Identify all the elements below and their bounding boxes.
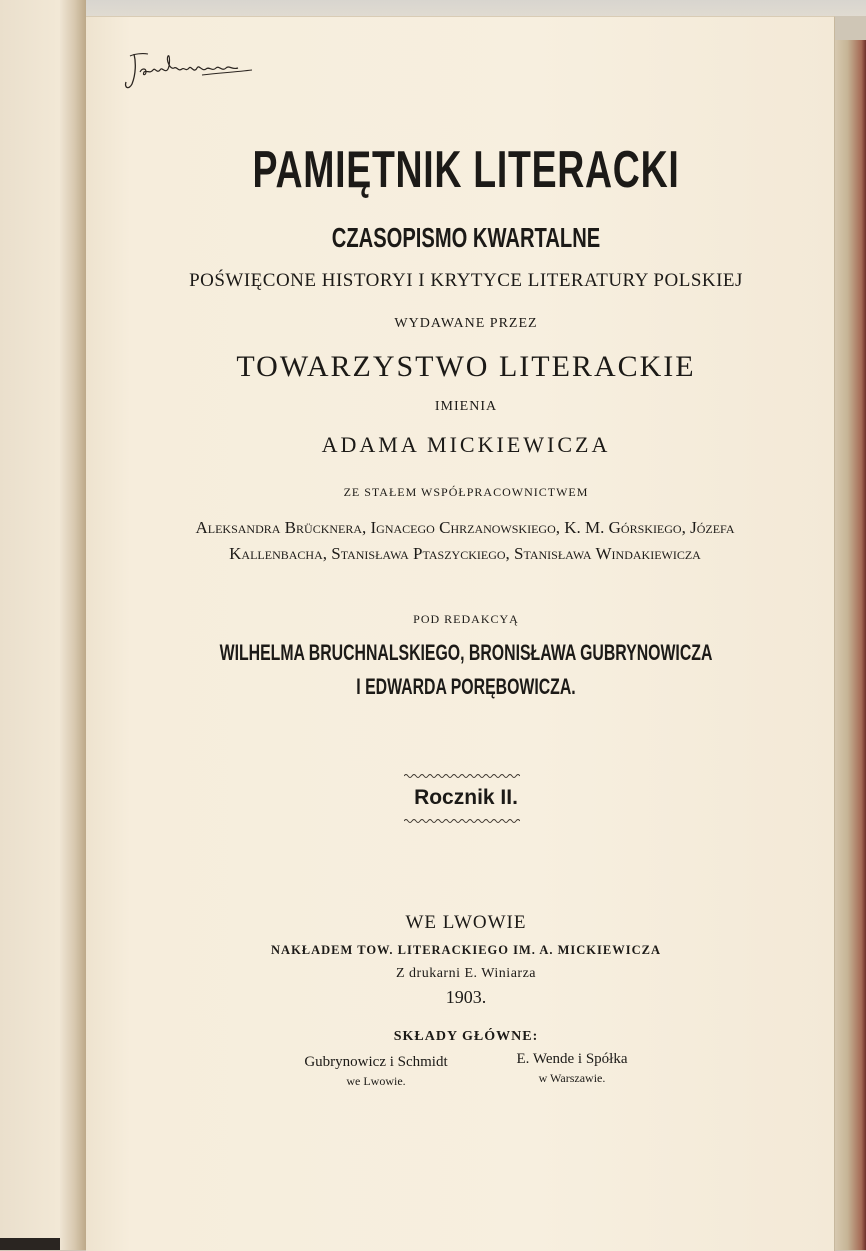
book-cover-corner: [0, 1238, 60, 1250]
journal-title: PAMIĘTNIK LITERACKI: [252, 141, 680, 199]
depots-heading: SKŁADY GŁÓWNE:: [393, 1029, 539, 1044]
ornament-top-rule: [404, 772, 520, 780]
volume-label: Rocznik II.: [414, 786, 518, 809]
contributors-list: Aleksandra Brücknera, Ignacego Chrzanowskiego, K. M. Górskiego, Józefa Kallenbacha, Stanisława Ptaszyckiego, Stanisława Windakiewicza: [195, 518, 735, 563]
dedication-line: POŚWIĘCONE HISTORYI I KRYTYCE LITERATURY POLSKIEJ: [189, 270, 743, 291]
depot-city: w Warszawie.: [538, 1071, 606, 1085]
editors-line-2: I EDWARDA PORĘBOWICZA.: [356, 674, 576, 699]
named-label: IMIENIA: [434, 399, 498, 414]
issued-by-label: WYDAWANE PRZEZ: [394, 316, 538, 331]
publication-year: 1903.: [445, 987, 487, 1007]
editors-line-1: WILHELMA BRUCHNALSKIEGO, BRONISŁAWA GUBRYNOWICZA: [219, 640, 713, 665]
society-name: TOWARZYSTWO LITERACKIE: [236, 350, 696, 383]
publisher-line: NAKŁADEM TOW. LITERACKIEGO IM. A. MICKIEWICZA: [271, 943, 661, 957]
patron-name: ADAMA MICKIEWICZA: [321, 432, 611, 457]
background-top: [86, 0, 866, 16]
journal-subtitle: CZASOPISMO KWARTALNE: [331, 222, 601, 253]
publication-place: WE LWOWIE: [405, 912, 527, 933]
handwritten-signature: [120, 48, 260, 94]
book-edge: [835, 40, 866, 1250]
depot-name: E. Wende i Spółka: [516, 1051, 628, 1067]
editors-intro: POD REDAKCYĄ: [413, 612, 519, 626]
cooperation-intro: ZE STAŁEM WSPÓŁPRACOWNICTWEM: [343, 485, 589, 499]
printer-line: Z drukarni E. Winiarza: [395, 966, 536, 981]
ornament-bottom-rule: [404, 817, 520, 825]
book-gutter: [60, 0, 86, 1250]
depot-name: Gubrynowicz i Schmidt: [304, 1054, 448, 1070]
depot-city: we Lwowie.: [346, 1074, 406, 1088]
